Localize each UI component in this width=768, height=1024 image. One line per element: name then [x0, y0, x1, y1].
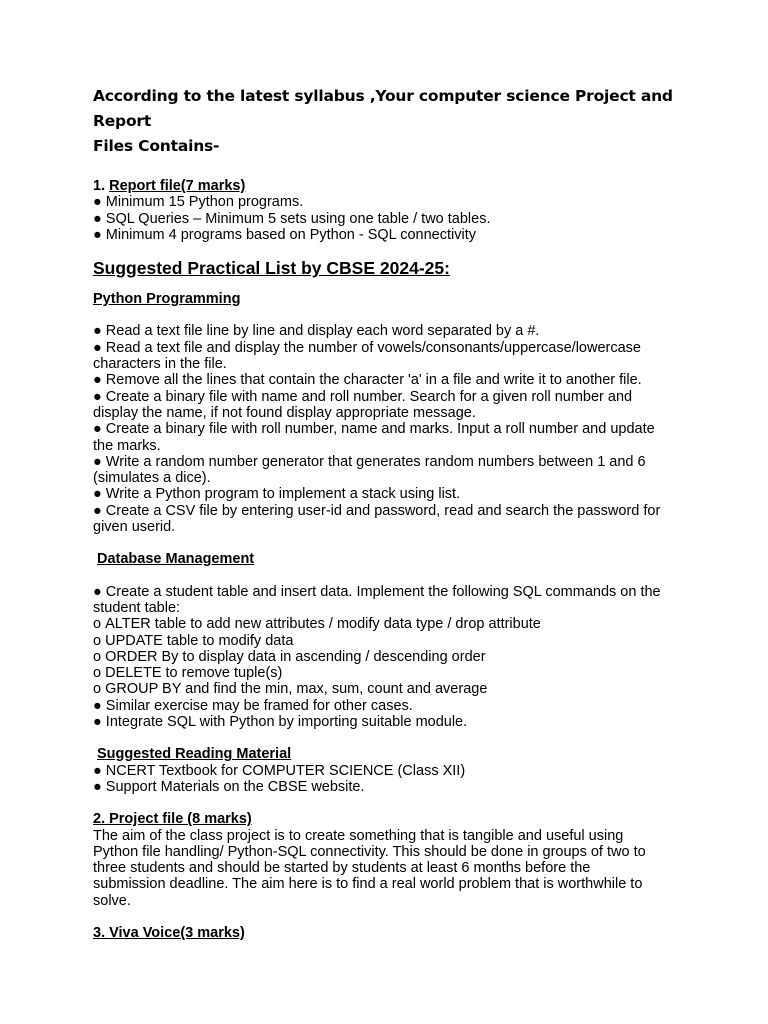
list-item: ● Create a binary file with name and roll number. Search for a given roll number and display the name, if not found display appropriate message.	[93, 389, 693, 422]
python-list	[93, 323, 693, 535]
list-item: ● Write a random number generator that generates random numbers between 1 and 6 (simulates a dice).	[93, 454, 693, 487]
project-file-paragraph: The aim of the class project is to create something that is tangible and useful using Python file handling/ Python-SQL connectivity. This should be done in groups of two to three students and should be started by students at least 6 months before the submission deadline. The aim here is to find a real world problem that is worthwhile to solve.	[93, 827, 646, 909]
viva-voice-heading: 3. Viva Voice(3 marks)	[93, 924, 245, 941]
sql-item: o ALTER table to add new attributes / modify data type / drop attribute	[93, 616, 693, 632]
list-item: ● Read a text file and display the number of vowels/consonants/uppercase/lowercase characters in the file.	[93, 340, 693, 373]
database-bullet: ● Similar exercise may be framed for other cases.	[93, 698, 693, 714]
database-bullet: ● Integrate SQL with Python by importing suitable module.	[93, 714, 693, 730]
report-item-2: ● SQL Queries – Minimum 5 sets using one table / two tables.	[93, 211, 693, 227]
sql-item: o UPDATE table to modify data	[93, 633, 693, 649]
reading-item: ● Support Materials on the CBSE website.	[93, 779, 693, 795]
list-item: ● Create a CSV file by entering user-id and password, read and search the password for given userid.	[93, 503, 693, 536]
practical-list-title: Suggested Practical List by CBSE 2024-25:	[93, 258, 450, 279]
report-file-heading: 1. Report file(7 marks)	[93, 178, 246, 194]
intro-line-2: Files Contains-	[93, 137, 220, 155]
list-item: ● Remove all the lines that contain the character 'a' in a file and write it to another file.	[93, 372, 693, 388]
reading-item: ● NCERT Textbook for COMPUTER SCIENCE (Class XII)	[93, 763, 693, 779]
report-item-1: ● Minimum 15 Python programs.	[93, 194, 693, 210]
database-intro-line-1: ● Create a student table and insert data. Implement the following SQL commands on the	[93, 584, 693, 600]
report-file-title: Report file(7 marks)	[109, 178, 246, 194]
database-management-heading: Database Management	[97, 551, 255, 568]
list-item: ● Write a Python program to implement a stack using list.	[93, 486, 693, 502]
database-intro-line-2: student table:	[93, 599, 181, 616]
report-file-number: 1	[93, 178, 102, 194]
sql-item: o DELETE to remove tuple(s)	[93, 665, 693, 681]
document-body	[93, 84, 693, 941]
report-item-3: ● Minimum 4 programs based on Python - SQL connectivity	[93, 227, 693, 243]
reading-material-heading: Suggested Reading Material	[97, 746, 292, 763]
project-file-heading: 2. Project file (8 marks)	[93, 811, 252, 828]
python-programming-heading: Python Programming	[93, 291, 241, 308]
intro-line-1: According to the latest syllabus ,Your computer science Project and Report	[93, 87, 673, 130]
intro-heading	[93, 84, 693, 159]
database-list	[93, 584, 693, 731]
list-item: ● Create a binary file with roll number, name and marks. Input a roll number and update the marks.	[93, 421, 693, 454]
list-item: ● Read a text file line by line and display each word separated by a #.	[93, 323, 693, 339]
sql-item: o GROUP BY and find the min, max, sum, count and average	[93, 681, 693, 697]
sql-item: o ORDER By to display data in ascending / descending order	[93, 649, 693, 665]
